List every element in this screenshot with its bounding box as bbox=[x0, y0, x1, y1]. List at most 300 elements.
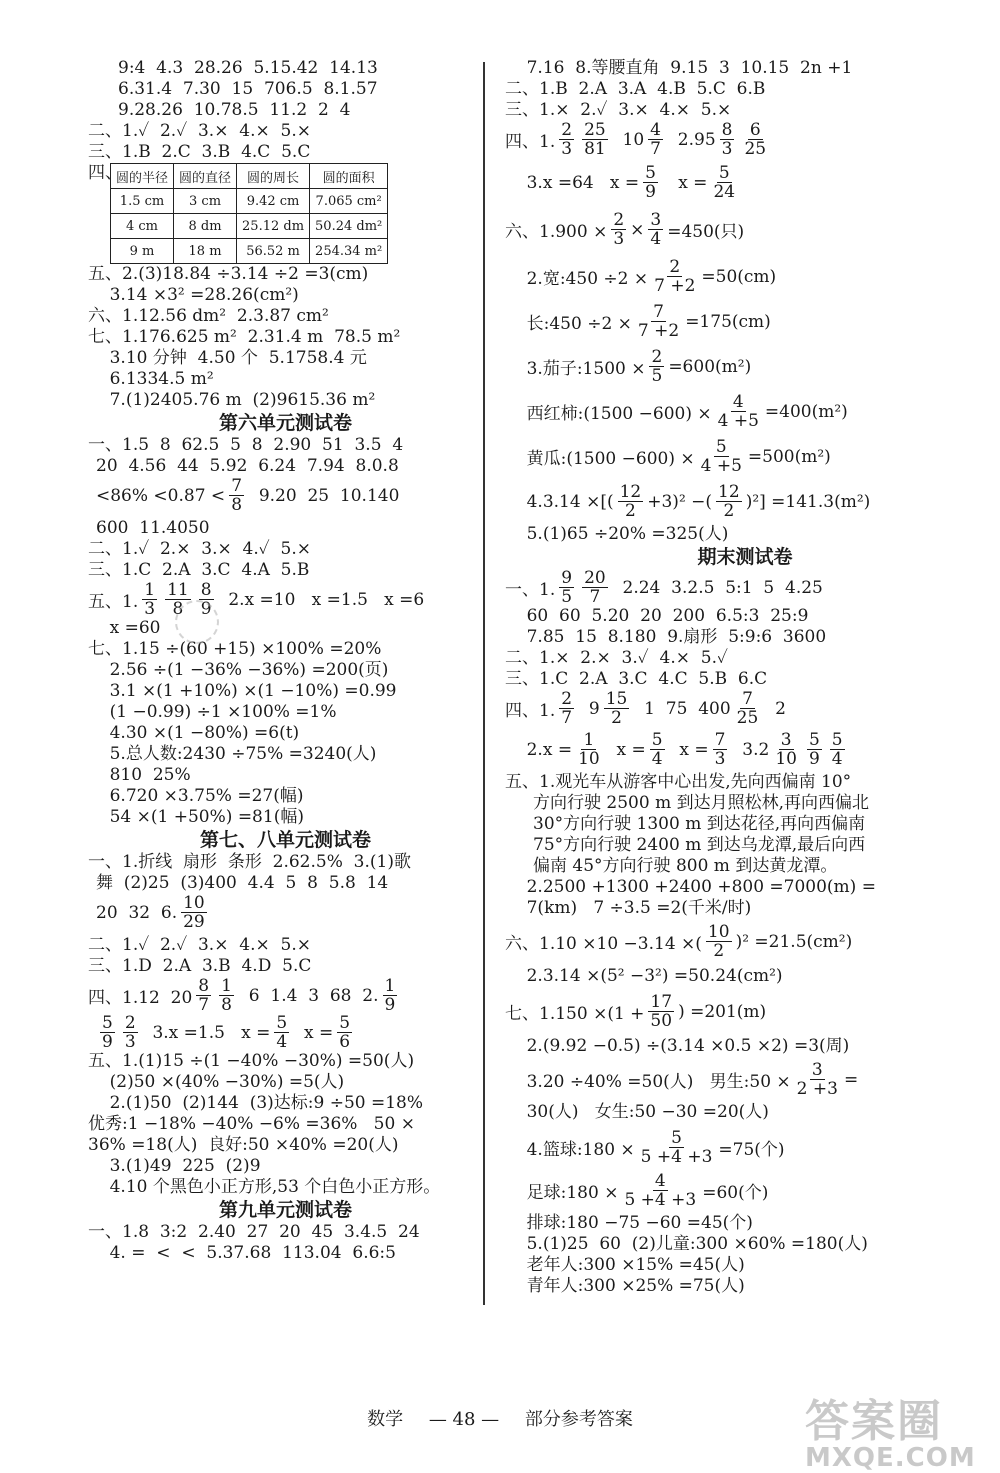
table-cell: 18 m bbox=[174, 239, 237, 264]
fraction bbox=[219, 977, 234, 1014]
text-segment: 10 bbox=[611, 129, 645, 150]
denominator: 3 bbox=[721, 139, 733, 159]
denominator: 25 bbox=[736, 708, 759, 728]
denominator: 7 bbox=[650, 139, 661, 159]
numerator: 8 bbox=[200, 580, 212, 600]
numerator: 1 bbox=[384, 976, 396, 996]
fraction bbox=[636, 303, 681, 340]
answer-line: 20 4.56 44 5.92 6.24 7.94 8.0.8 bbox=[96, 456, 399, 476]
numerator: 10 bbox=[183, 893, 205, 913]
table-cell: 4 cm bbox=[111, 214, 174, 239]
answer-line: 54 ×(1 +50%) =81(幅) bbox=[88, 807, 304, 827]
answer-line bbox=[505, 1129, 985, 1166]
fraction bbox=[559, 690, 574, 727]
denominator: 24 bbox=[713, 182, 736, 202]
fraction bbox=[618, 483, 644, 520]
answer-line bbox=[505, 211, 985, 248]
answer-line: 7.85 15 8.180 9.扇形 5:9:6 3600 bbox=[505, 627, 827, 647]
fraction bbox=[706, 923, 732, 960]
left-column bbox=[88, 58, 483, 1264]
numerator: 4 bbox=[650, 120, 661, 140]
denominator: 29 bbox=[183, 912, 205, 932]
fraction bbox=[648, 211, 663, 248]
table-header-cell: 圆的半径 bbox=[111, 164, 174, 189]
denominator: 2 bbox=[723, 501, 735, 521]
denominator: 7 bbox=[198, 995, 210, 1015]
numerator: 2 bbox=[669, 257, 681, 277]
answer-line: 2.(1)50 (2)144 (3)达标:9 ÷50 =18% bbox=[88, 1093, 424, 1113]
denominator: 4 bbox=[276, 1032, 288, 1052]
numerator: 5 bbox=[718, 163, 730, 183]
table-header-cell: 圆的周长 bbox=[237, 164, 310, 189]
numerator: 1 bbox=[583, 730, 595, 750]
text-segment: 西红柿:(1500 −600) × bbox=[505, 404, 712, 424]
fraction bbox=[643, 164, 658, 201]
answer-line: 二、1.× 2.× 3.✓ 4.× 5.✓ bbox=[505, 648, 728, 668]
numerator: 17 bbox=[650, 992, 673, 1012]
answer-line: 优秀:1 −18% −40% −6% =36% 50 × bbox=[88, 1114, 415, 1134]
circle-table bbox=[110, 163, 388, 264]
table-header-cell: 圆的面积 bbox=[310, 164, 388, 189]
numerator: 5 bbox=[808, 730, 820, 750]
numerator: 5 bbox=[102, 1013, 113, 1033]
text-segment: 长:450 ÷2 × bbox=[505, 314, 632, 334]
text-segment: )² =21.5(cm²) bbox=[735, 931, 853, 952]
numerator: 12 bbox=[718, 482, 740, 502]
numerator: 4 bbox=[654, 1171, 666, 1191]
answer-line bbox=[505, 303, 985, 340]
fraction bbox=[229, 477, 244, 514]
answer-line: 810 25% bbox=[88, 765, 191, 785]
numerator: 2 bbox=[561, 689, 573, 709]
denominator: 8 bbox=[231, 495, 243, 515]
denominator: 3 bbox=[613, 229, 625, 249]
denominator: 2 bbox=[713, 941, 725, 961]
text-segment: =75(个) bbox=[718, 1140, 785, 1160]
fraction bbox=[742, 121, 768, 158]
numerator: 15 bbox=[605, 689, 628, 709]
section-heading: 第六单元测试卷 bbox=[218, 412, 352, 434]
table-cell: 56.52 m bbox=[237, 239, 310, 264]
answer-line: 4.30 ×(1 −80%) =6(t) bbox=[88, 723, 300, 743]
text-segment: 3.20 ÷40% =50(人) 男生:50 × bbox=[505, 1072, 791, 1092]
fraction bbox=[559, 121, 574, 158]
section-heading: 第九单元测试卷 bbox=[218, 1199, 352, 1221]
text-segment: =60(个) bbox=[702, 1183, 769, 1203]
numerator: 5 bbox=[831, 730, 843, 750]
denominator: 4 bbox=[831, 749, 843, 769]
numerator: 2 bbox=[651, 347, 663, 367]
numerator: 5 bbox=[671, 1128, 682, 1148]
answer-line: 2.3.14 ×(5² −3²) =50.24(cm²) bbox=[505, 966, 783, 986]
answer-line: 75°方向行驶 2400 m 到达乌龙潭,最后向西 bbox=[533, 835, 866, 855]
answer-line bbox=[96, 894, 483, 931]
watermark-text: 答案圈 bbox=[805, 1396, 943, 1447]
text-segment: x = bbox=[293, 1022, 334, 1043]
watermark-logo bbox=[805, 1385, 985, 1473]
footer-subject: 数学 bbox=[367, 1409, 404, 1430]
answer-line bbox=[505, 569, 985, 606]
answer-line bbox=[505, 483, 985, 520]
answer-line: 9:4 4.3 28.26 5.15.42 14.13 bbox=[118, 58, 378, 78]
table-row bbox=[111, 214, 388, 239]
numerator: 5 bbox=[645, 163, 656, 183]
answer-line: 30°方向行驶 1300 m 到达花径,再向西偏南 bbox=[533, 814, 866, 834]
answer-line: 偏南 45°方向行驶 800 m 到达黄龙潭。 bbox=[533, 856, 838, 876]
answer-line: x =60 bbox=[88, 618, 161, 638]
numerator: 8 bbox=[198, 976, 210, 996]
answer-line: 五、2.(3)18.84 ÷3.14 ÷2 =3(cm) bbox=[88, 264, 369, 284]
answer-line: 二、1.✓ 2.✓ 3.× 4.× 5.× bbox=[88, 935, 311, 955]
text-segment: =50(cm) bbox=[701, 266, 777, 287]
answer-line: 二、1.✓ 2.✓ 3.× 4.× 5.× bbox=[88, 121, 311, 141]
fraction bbox=[795, 1061, 840, 1098]
denominator: 10 bbox=[775, 749, 797, 769]
text-segment: +3)² −( bbox=[647, 491, 713, 512]
text-segment: 6 1.4 3 68 2. bbox=[237, 985, 379, 1006]
numerator: 12 bbox=[619, 482, 642, 502]
text-segment: <86% <0.87 < bbox=[96, 485, 226, 506]
text-segment: × bbox=[630, 219, 645, 240]
numerator: 7 bbox=[742, 689, 753, 709]
numerator: 2 bbox=[613, 210, 625, 230]
text-segment: 四、1. bbox=[505, 701, 556, 721]
numerator: 4 bbox=[732, 392, 744, 412]
numerator: 11 bbox=[167, 580, 189, 600]
text-segment: 五、1. bbox=[88, 592, 139, 612]
answer-line bbox=[505, 993, 985, 1030]
text-segment: x = bbox=[605, 739, 646, 760]
answer-line: 3.10 分钟 4.50 个 5.1758.4 元 bbox=[88, 348, 367, 368]
denominator: 10 bbox=[578, 749, 600, 769]
answer-line: 5.(1)25 60 (2)儿童:300 ×60% =180(人) bbox=[505, 1234, 868, 1254]
denominator: 7 bbox=[589, 587, 601, 607]
fraction bbox=[716, 393, 761, 430]
denominator: 6 bbox=[339, 1032, 351, 1052]
right-column bbox=[505, 58, 985, 1297]
answer-line bbox=[505, 731, 985, 768]
denominator: 9 bbox=[808, 749, 820, 769]
denominator: 9 bbox=[200, 599, 212, 619]
fraction bbox=[773, 731, 799, 768]
denominator: 5 +4 +3 bbox=[640, 1147, 713, 1167]
answer-line bbox=[96, 1014, 483, 1051]
text-segment: 四、1. bbox=[505, 132, 556, 152]
numerator: 5 bbox=[651, 730, 663, 750]
numerator: 5 bbox=[276, 1013, 288, 1033]
fraction bbox=[711, 164, 737, 201]
answer-line: 2.56 ÷(1 −36% −36%) =200(页) bbox=[88, 660, 389, 680]
denominator: 4 +5 bbox=[717, 411, 759, 431]
table-header-cell: 圆的直径 bbox=[174, 164, 237, 189]
table-header-row bbox=[111, 164, 388, 189]
answer-line bbox=[505, 1172, 985, 1209]
numerator: 25 bbox=[584, 120, 606, 140]
fraction bbox=[807, 731, 822, 768]
numerator: 6 bbox=[749, 120, 761, 140]
fraction bbox=[649, 348, 664, 385]
numerator: 2 bbox=[561, 120, 573, 140]
fraction bbox=[576, 731, 602, 768]
answer-line: 三、1.C 2.A 3.C 4.C 5.B 6.C bbox=[505, 669, 768, 689]
fraction bbox=[274, 1014, 289, 1051]
fraction bbox=[123, 1014, 138, 1051]
denominator: 3 bbox=[561, 139, 573, 159]
answer-line: 6.720 ×3.75% =27(幅) bbox=[88, 786, 304, 806]
numerator: 9 bbox=[561, 568, 573, 588]
numerator: 10 bbox=[707, 922, 730, 942]
answer-line: 30(人) 女生:50 −30 =20(人) bbox=[505, 1102, 769, 1122]
answer-line: 舞 (2)25 (3)400 4.4 5 8 5.8 14 bbox=[96, 873, 389, 893]
answer-line: 三、1.× 2.✓ 3.× 4.× 5.× bbox=[505, 100, 732, 120]
denominator: 25 bbox=[744, 139, 767, 159]
denominator: 3 bbox=[714, 749, 726, 769]
answer-line: 3.(1)49 225 (2)9 bbox=[88, 1156, 261, 1176]
answer-line: 60 60 5.20 20 200 6.5:3 25:9 bbox=[505, 606, 809, 626]
section-label: 四、 bbox=[88, 163, 122, 183]
fraction bbox=[648, 121, 663, 158]
answer-line: 一、1.5 8 62.5 5 8 2.90 51 3.5 4 bbox=[88, 435, 404, 455]
denominator: 3 bbox=[144, 599, 156, 619]
denominator: 8 bbox=[221, 995, 232, 1015]
watermark-url: MXQE.COM bbox=[805, 1443, 976, 1473]
answer-line bbox=[88, 581, 483, 618]
text-segment: 2 bbox=[764, 698, 786, 719]
answer-line: 三、1.C 2.A 3.C 4.A 5.B bbox=[88, 560, 310, 580]
fraction bbox=[720, 121, 735, 158]
fraction bbox=[650, 731, 665, 768]
answer-line: 4.10 个黑色小正方形,53 个白色小正方形。 bbox=[88, 1177, 441, 1197]
text-segment: 足球:180 × bbox=[505, 1183, 619, 1203]
answer-line bbox=[505, 393, 985, 430]
text-segment: x = bbox=[668, 739, 709, 760]
answer-line: 二、1.✓ 2.× 3.× 4.✓ 5.× bbox=[88, 539, 311, 559]
text-segment: 四、1.12 20 bbox=[88, 988, 193, 1008]
fraction bbox=[713, 731, 728, 768]
denominator: 5 +4 +3 bbox=[624, 1190, 697, 1210]
answer-line: 一、1.折线 扇形 条形 2.62.5% 3.(1)歌 bbox=[88, 852, 411, 872]
fraction bbox=[181, 894, 207, 931]
text-segment: =600(m²) bbox=[668, 356, 752, 377]
answer-line: 七、1.176.625 m² 2.31.4 m 78.5 m² bbox=[88, 327, 401, 347]
numerator: 3 bbox=[650, 210, 662, 230]
answer-line bbox=[505, 1061, 985, 1098]
denominator: 9 bbox=[645, 182, 656, 202]
fraction bbox=[699, 438, 744, 475]
table-cell: 3 cm bbox=[174, 189, 237, 214]
answer-line: 一、1.8 3:2 2.40 27 20 45 3.4.5 24 bbox=[88, 1222, 420, 1242]
numerator: 5 bbox=[339, 1013, 351, 1033]
answer-line bbox=[88, 977, 483, 1014]
answer-line: 方向行驶 2500 m 到达月照松林,再向西偏北 bbox=[533, 793, 869, 813]
text-segment: = bbox=[843, 1069, 859, 1090]
denominator: 5 bbox=[561, 587, 573, 607]
table-cell: 9 m bbox=[111, 239, 174, 264]
answer-line: (1 −0.99) ÷1 ×100% =1% bbox=[88, 702, 337, 722]
ink-stamp bbox=[175, 600, 219, 644]
denominator: 7 bbox=[561, 708, 573, 728]
denominator: 7 +2 bbox=[654, 276, 696, 296]
text-segment: =175(cm) bbox=[685, 311, 771, 332]
answer-line: 600 11.4050 bbox=[96, 518, 210, 538]
answer-line: 青年人:300 ×25% =75(人) bbox=[505, 1276, 745, 1296]
fraction bbox=[639, 1129, 715, 1166]
fraction bbox=[100, 1014, 115, 1051]
answer-line bbox=[96, 477, 483, 514]
page-number: — 48 — bbox=[428, 1409, 500, 1430]
answer-line: 4. = < < 5.37.68 113.04 6.6:5 bbox=[88, 1243, 396, 1263]
table-cell: 254.34 m² bbox=[310, 239, 388, 264]
text-segment: 9.20 25 10.140 bbox=[248, 485, 400, 506]
fraction bbox=[196, 977, 211, 1014]
denominator: 8 bbox=[172, 599, 184, 619]
text-segment: 20 32 6. bbox=[96, 902, 178, 923]
fraction bbox=[735, 690, 761, 727]
fraction bbox=[652, 258, 697, 295]
answer-line: 3.1 ×(1 +10%) ×(1 −10%) =0.99 bbox=[88, 681, 397, 701]
table-cell: 8 dm bbox=[174, 214, 237, 239]
numerator: 7 bbox=[653, 302, 664, 322]
answer-line: 三、1.D 2.A 3.B 4.D 5.C bbox=[88, 956, 312, 976]
numerator: 20 bbox=[584, 568, 606, 588]
numerator: 7 bbox=[714, 730, 726, 750]
fraction bbox=[559, 569, 574, 606]
denominator: 4 bbox=[651, 749, 663, 769]
table-cell: 1.5 cm bbox=[111, 189, 174, 214]
denominator: 9 bbox=[102, 1032, 113, 1052]
answer-line: 9.28.26 10.78.5 11.2 2 4 bbox=[118, 100, 351, 120]
denominator: 4 bbox=[650, 229, 662, 249]
fraction bbox=[611, 211, 626, 248]
text-segment: 黄瓜:(1500 −600) × bbox=[505, 449, 695, 469]
answer-line: 5.总人数:2430 ÷75% =3240(人) bbox=[88, 744, 377, 764]
table-cell: 9.42 cm bbox=[237, 189, 310, 214]
answer-line: (2)50 ×(40% −30%) =5(人) bbox=[88, 1072, 345, 1092]
denominator: 7 +2 bbox=[637, 321, 680, 341]
answer-line: 五、1.(1)15 ÷(1 −40% −30%) =50(人) bbox=[88, 1051, 415, 1071]
fraction bbox=[337, 1014, 352, 1051]
text-segment: 2.x =10 x =1.5 x =6 bbox=[217, 589, 425, 610]
answer-line: 7.16 8.等腰直角 9.15 3 10.15 2n +1 bbox=[505, 58, 853, 78]
text-segment: =500(m²) bbox=[747, 446, 831, 467]
text-segment: 1 75 400 bbox=[633, 698, 731, 719]
text-segment: 3.茄子:1500 × bbox=[505, 359, 646, 379]
section-heading: 期末测试卷 bbox=[697, 546, 793, 568]
circle-table-block bbox=[88, 163, 483, 264]
denominator: 50 bbox=[650, 1011, 673, 1031]
fraction bbox=[383, 977, 398, 1014]
numerator: 3 bbox=[811, 1060, 823, 1080]
answer-line bbox=[505, 348, 985, 385]
text-segment: 3.2 bbox=[731, 739, 770, 760]
footer-section: 部分参考答案 bbox=[524, 1409, 633, 1430]
answer-line: 6.1334.5 m² bbox=[88, 369, 214, 389]
answer-line: 36% =18(人) 良好:50 ×40% =20(人) bbox=[88, 1135, 399, 1155]
denominator: 4 +5 bbox=[700, 456, 742, 476]
text-segment: )²] =141.3(m²) bbox=[745, 491, 871, 512]
text-segment: =400(m²) bbox=[764, 401, 848, 422]
text-segment: x = bbox=[661, 172, 708, 193]
numerator: 8 bbox=[721, 120, 733, 140]
table-cell: 7.065 cm² bbox=[310, 189, 388, 214]
denominator: 5 bbox=[651, 366, 663, 386]
fraction bbox=[142, 581, 157, 618]
table-cell: 25.12 dm bbox=[237, 214, 310, 239]
answer-line: 2.2500 +1300 +2400 +800 =7000(m) = bbox=[505, 877, 876, 897]
denominator: 2 bbox=[625, 501, 636, 521]
answer-line: 7(km) 7 ÷3.5 =2(千米/时) bbox=[505, 898, 752, 918]
text-segment: 3.x =64 x = bbox=[505, 172, 640, 193]
answer-line bbox=[505, 690, 985, 727]
text-segment: 4.3.14 ×[( bbox=[505, 491, 614, 512]
text-segment: =450(只) bbox=[667, 222, 745, 242]
text-segment: 9 bbox=[578, 698, 600, 719]
denominator: 2 +3 bbox=[796, 1079, 838, 1099]
fraction bbox=[582, 569, 608, 606]
fraction bbox=[604, 690, 630, 727]
numerator: 2 bbox=[124, 1013, 136, 1033]
answer-line: 五、1.观光车从游客中心出发,先向西偏南 10° bbox=[505, 772, 852, 792]
table-cell: 50.24 dm² bbox=[310, 214, 388, 239]
numerator: 5 bbox=[715, 437, 727, 457]
answer-line bbox=[505, 258, 985, 295]
denominator: 3 bbox=[124, 1032, 136, 1052]
answer-line bbox=[505, 121, 985, 158]
text-segment: 一、1. bbox=[505, 580, 556, 600]
denominator: 81 bbox=[584, 139, 606, 159]
answer-line: 5.(1)65 ÷20% =325(人) bbox=[505, 524, 729, 544]
answer-line: 七、1.15 ÷(60 +15) ×100% =20% bbox=[88, 639, 382, 659]
column-divider bbox=[483, 62, 485, 1305]
text-segment: 4.篮球:180 × bbox=[505, 1140, 635, 1160]
answer-line: 二、1.B 2.A 3.A 4.B 5.C 6.B bbox=[505, 79, 766, 99]
text-segment: 六、1.10 ×10 −3.14 ×( bbox=[505, 934, 702, 954]
fraction bbox=[830, 731, 845, 768]
fraction bbox=[648, 993, 674, 1030]
table-row bbox=[111, 239, 388, 264]
text-segment: 七、1.150 ×(1 + bbox=[505, 1004, 645, 1024]
text-segment: 2.24 3.2.5 5:1 5 4.25 bbox=[611, 577, 823, 598]
answer-line: 6.31.4 7.30 15 706.5 8.1.57 bbox=[118, 79, 378, 99]
answer-line: 2.(9.92 −0.5) ÷(3.14 ×0.5 ×2) =3(周) bbox=[505, 1036, 850, 1056]
answer-line bbox=[505, 164, 985, 201]
answer-line: 三、1.B 2.C 3.B 4.C 5.C bbox=[88, 142, 311, 162]
numerator: 1 bbox=[221, 976, 232, 996]
numerator: 7 bbox=[231, 476, 243, 496]
answer-line: 老年人:300 ×15% =45(人) bbox=[505, 1255, 745, 1275]
answer-line bbox=[505, 923, 985, 960]
text-segment: 六、1.900 × bbox=[505, 222, 608, 242]
answer-line: 3.14 ×3² =28.26(cm²) bbox=[88, 285, 299, 305]
text-segment: ) =201(m) bbox=[678, 1001, 767, 1022]
text-segment: 3.x =1.5 x = bbox=[141, 1022, 271, 1043]
text-segment: 2.x = bbox=[505, 739, 573, 760]
fraction bbox=[582, 121, 608, 158]
answer-line: 7.(1)2405.76 m (2)9615.36 m² bbox=[88, 390, 376, 410]
fraction bbox=[716, 483, 742, 520]
denominator: 9 bbox=[384, 995, 396, 1015]
numerator: 3 bbox=[780, 730, 792, 750]
fraction bbox=[622, 1172, 698, 1209]
denominator: 2 bbox=[611, 708, 622, 728]
answer-line bbox=[505, 438, 985, 475]
answer-line: 六、1.12.56 dm² 2.3.87 cm² bbox=[88, 306, 329, 326]
text-segment: 2.宽:450 ÷2 × bbox=[505, 269, 649, 289]
section-heading: 第七、八单元测试卷 bbox=[199, 829, 371, 851]
answer-line: 排球:180 −75 −60 =45(个) bbox=[505, 1213, 753, 1233]
numerator: 1 bbox=[144, 580, 156, 600]
text-segment: 2.95 bbox=[666, 129, 716, 150]
